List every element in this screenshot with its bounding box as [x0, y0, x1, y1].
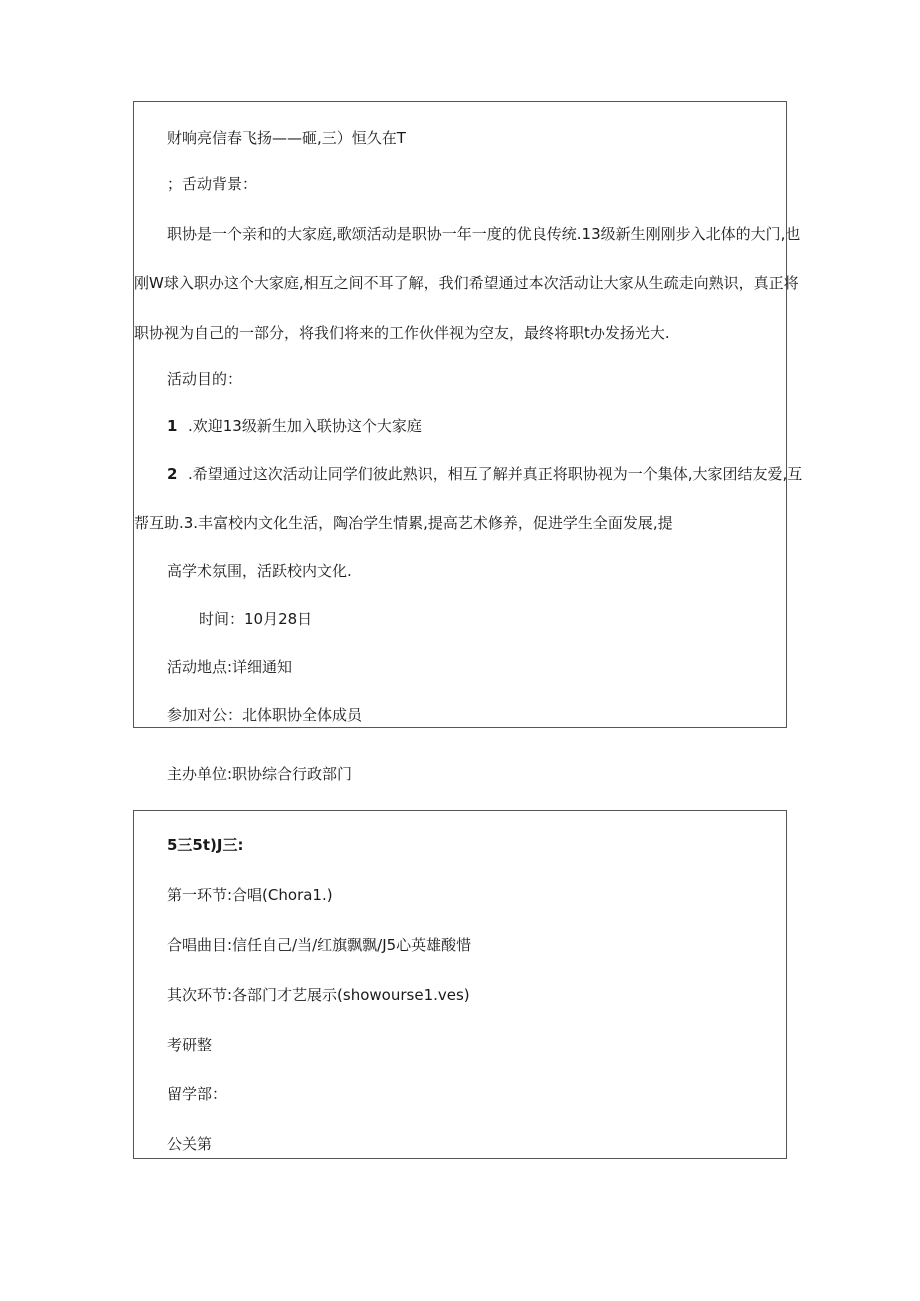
background-line-1: 职协是一个亲和的大家庭,歌颂活动是职协一年一度的优良传统.13级新生刚刚步入北体的大门,也 — [167, 225, 801, 243]
background-line-3: 职协视为自己的一部分，将我们将来的工作伙伴视为空友，最终将职t办发扬光大. — [134, 324, 670, 342]
dept-1: 考研整 — [167, 1036, 213, 1054]
purpose-2-continued-2: 高学术氛围，活跃校内文化. — [167, 562, 352, 580]
segment-2: 其次环节:各部门才艺展示(showourse1.ves) — [167, 986, 470, 1004]
activity-info-box — [133, 101, 787, 728]
chorus-songs: 合唱曲目:信任自己/当/红旗飘飘/J5心英雄酸惜 — [167, 936, 472, 954]
purpose-2-number: 2 — [167, 465, 178, 483]
purpose-1-number: 1 — [167, 417, 178, 435]
activity-time: 时间：10月28日 — [199, 610, 313, 628]
background-heading: ；舌动背景： — [167, 175, 258, 193]
activity-location: 活动地点:详细通知 — [167, 658, 293, 676]
dept-2: 留学部： — [167, 1085, 228, 1103]
purpose-2-text: .希望通过这次活动让同学们彼此熟识，相互了解并真正将职协视为一个集体,大家团结友爱,互 — [188, 465, 803, 483]
purpose-2-continued: 帮互助.3.丰富校内文化生活，陶冶学生情累,提高艺术修养，促进学生全面发展,提 — [134, 514, 673, 532]
dept-3: 公关第 — [167, 1135, 213, 1153]
purpose-1-text: .欢迎13级新生加入联协这个大家庭 — [188, 417, 422, 435]
segment-1: 第一环节:合唱(Chora1.) — [167, 886, 333, 904]
participants: 参加对公：北体职协全体成员 — [167, 706, 363, 724]
program-heading: 5三5t)J三: — [167, 836, 244, 854]
organizer: 主办单位:职协综合行政部门 — [167, 765, 353, 783]
background-line-2: 刚W球入职办这个大家庭,相互之间不耳了解，我们希望通过本次活动让大家从生疏走向熟识，真正将 — [134, 274, 799, 292]
purpose-heading: 活动目的： — [167, 370, 243, 388]
subtitle: 财响亮信春飞扬——砸,三）恒久在T — [167, 129, 406, 147]
